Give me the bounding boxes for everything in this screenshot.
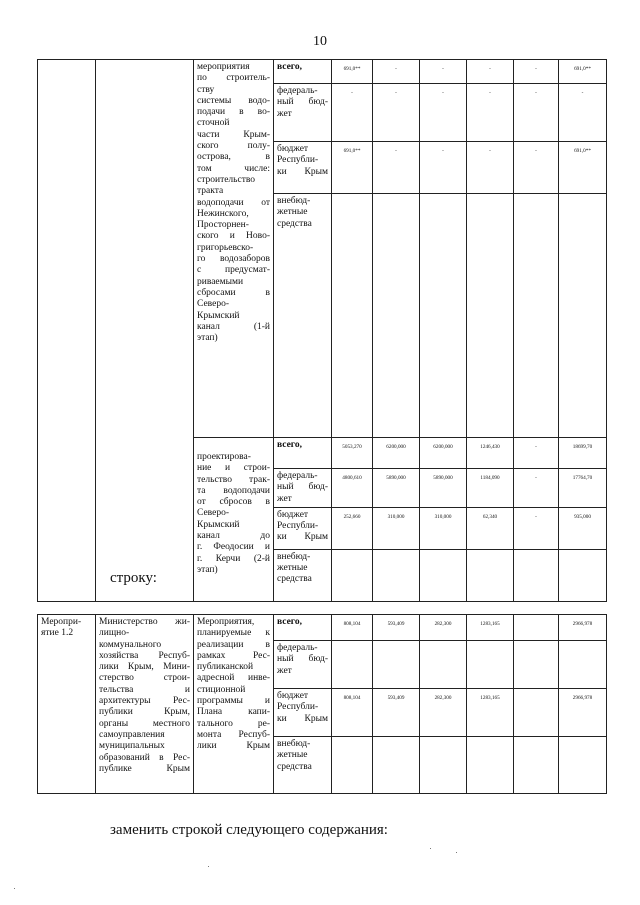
value-cell [373,469,420,508]
responsible-executor-line: органы местного [99,718,190,729]
value-text: 2966,978 [572,695,593,701]
funding-source-line: ки Крым [277,532,328,543]
value-cell [559,641,607,689]
value-text: - [442,148,444,154]
value-cell [332,549,373,601]
value-cell [559,84,607,142]
value-text: - [535,66,537,72]
value-cell [467,689,514,737]
value-cell [420,737,467,794]
funding-source-line: федераль- [277,643,318,653]
funding-source [274,737,332,794]
value-text: - [489,148,491,154]
value-cell [420,84,467,142]
value-text: - [581,90,584,96]
activity-description-line: стиционной [197,684,246,695]
value-cell [514,469,559,508]
activity-description-line: проектирова- [197,452,251,462]
activity-description-line: том числе: [197,163,270,174]
responsible-executor-line: тельства и [99,684,190,695]
value-cell [559,549,607,601]
value-cell [373,507,420,549]
funding-source-line: ки Крым [277,166,328,177]
activity-description-line: Северо- [197,508,229,519]
value-text: 62,340 [482,513,498,520]
funding-source [274,689,332,737]
value-text: - [535,90,537,96]
value-text: 593,409 [387,621,405,627]
funding-source-line: всего, [277,617,302,627]
value-text: - [351,90,353,96]
activity-description [194,60,274,438]
value-text: - [535,513,537,520]
activity-description-line: мероприятия [197,62,250,72]
activity-description-line: риваемыми [197,276,244,287]
value-cell [420,469,467,508]
value-cell [373,737,420,794]
value-cell [373,60,420,84]
value-text: 808,104 [343,621,361,627]
value-cell [467,84,514,142]
funding-source [274,84,332,142]
value-cell [514,689,559,737]
activity-description-line: планируемые к [197,628,270,639]
value-cell [420,60,467,84]
value-cell [559,689,607,737]
value-cell [559,469,607,508]
funding-source-line: федераль- [277,86,318,96]
value-cell [559,737,607,794]
activity-description-line: сточной [197,118,230,129]
table-row [38,615,607,641]
funding-source-line: внебюд- [277,551,311,562]
activity-description-line: тального ре- [197,718,270,729]
empty-cell [96,60,194,602]
value-cell [467,737,514,794]
value-text: 4800,610 [342,475,362,481]
funding-source [274,615,332,641]
activity-description-line: тельство трак- [197,474,270,485]
activity-description-line: водоподачи от [197,197,270,208]
value-cell [467,641,514,689]
value-text: 935,000 [574,513,591,520]
activity-description-line: Просторнен- [197,220,249,231]
funding-source-line: Республи- [277,521,319,532]
value-text: 691,0** [343,66,361,72]
value-text: - [442,66,444,72]
activity-description-line: канал (1-й [197,321,270,332]
funding-source-line: жетные [277,207,308,218]
activity-description-line: Мероприятия, [197,617,255,627]
value-text: - [535,148,537,154]
value-cell [420,615,467,641]
value-cell [467,194,514,438]
responsible-executor-line: архитектуры Рес- [99,696,190,707]
responsible-executor-line: коммунального [99,639,162,650]
value-cell [373,641,420,689]
value-text: 310,000 [387,513,405,520]
responsible-executor-line: публики Крым, [99,707,190,718]
value-cell [467,142,514,194]
funding-source-line: внебюд- [277,739,311,749]
value-text: 282,300 [434,621,452,627]
funding-source [274,194,332,438]
activity-description-line: ние и строи- [197,463,270,474]
value-text: 1283,165 [480,621,500,627]
funding-source [274,641,332,689]
funding-source-line: жет [277,493,292,504]
value-cell [514,737,559,794]
funding-source-line: всего, [277,440,302,450]
activity-description-line: г. Феодосии и [197,542,270,553]
value-cell [332,641,373,689]
activity-description-line: программы и [197,696,270,707]
activity-description [194,438,274,602]
activity-description-line: канал до [197,531,270,542]
value-cell [420,194,467,438]
value-cell [332,469,373,508]
value-text: 252,660 [343,513,361,520]
activity-description-line: лики Крым [197,741,270,752]
activity-description-line: тракта [197,186,224,197]
activity-description-line: публиканской [197,662,254,673]
value-text: - [535,444,537,450]
value-cell [373,615,420,641]
value-cell [514,615,559,641]
value-text: 593,409 [387,695,405,701]
activity-description-line: по строитель- [197,73,270,84]
value-cell [467,469,514,508]
activity-description-line: Нежинского, [197,208,249,219]
value-cell [467,60,514,84]
value-cell [332,507,373,549]
value-cell [559,194,607,438]
value-text: 310,000 [434,513,452,520]
value-text: - [442,90,444,96]
value-text: - [489,90,491,96]
activity-description-line: Плана капи- [197,707,270,718]
scan-speck [456,852,457,853]
activity-description-line: рамках Рес- [197,650,270,661]
funding-source-line: средства [277,574,312,585]
activity-description-line: ству [197,84,215,95]
value-text: - [395,90,397,96]
funding-source-line: бюджет [277,691,309,701]
activity-description-line: подачи в во- [197,107,270,118]
activity-id [38,615,96,794]
value-cell [373,194,420,438]
value-cell [332,438,373,469]
funding-source-line: внебюд- [277,196,311,206]
value-cell [420,549,467,601]
value-cell [332,615,373,641]
value-cell [559,438,607,469]
funding-source [274,469,332,508]
value-text: 5053,270 [342,444,362,450]
empty-cell [38,60,96,602]
value-text: 691,0** [574,66,591,72]
value-cell [514,194,559,438]
value-cell [420,438,467,469]
activity-description-line: этап) [197,333,218,344]
value-cell [559,60,607,84]
responsible-executor [96,615,194,794]
scan-speck [208,866,209,867]
value-text: 18699,70 [572,444,593,450]
value-text: 1283,165 [480,695,500,701]
value-cell [514,84,559,142]
activity-description-line: монта Респуб- [197,729,270,740]
value-text: 691,0** [343,148,361,154]
funding-source-line: жетные [277,750,308,761]
value-cell [467,438,514,469]
funding-source [274,438,332,469]
activity-description-line: реализации в [197,639,270,650]
activity-description-line: та водоподачи [197,485,270,496]
funding-source-line: бюджет [277,144,309,154]
funding-source-line: ки Крым [277,713,328,724]
value-cell [332,194,373,438]
funding-source [274,507,332,549]
value-text: 17764,70 [572,475,593,481]
value-cell [514,60,559,84]
value-text: - [489,66,491,72]
activity-description-line: адресной инве- [197,673,270,684]
value-cell [420,689,467,737]
funding-source-line: средства [277,218,312,229]
funding-source-line: Республи- [277,702,319,713]
funding-source [274,142,332,194]
activity-description-line: григорьевско- [197,242,254,253]
activity-description-line: ского полу- [197,141,270,152]
value-text: 5890,000 [433,475,453,481]
value-cell [332,60,373,84]
caption-stroku: строку: [110,570,157,586]
funding-source [274,549,332,601]
activity-description-line: с предусмат- [197,265,270,276]
value-cell [467,507,514,549]
value-text: 6200,000 [433,444,453,450]
activity-description-line: ского и Ново- [197,231,270,242]
value-cell [332,737,373,794]
value-text: 6200,000 [386,444,406,450]
activity-description-line: го водозаборов [197,254,270,265]
value-text: 1246,430 [480,444,500,450]
activity-description-line: г. Керчи (2-й [197,553,270,564]
funding-source [274,60,332,84]
value-cell [559,507,607,549]
activity-description-line: острова, в [197,152,270,163]
value-text: 5890,000 [386,475,406,481]
activity-description-line: Крымский [197,310,240,321]
activity-id-line: Меропри- [41,617,82,627]
value-text: 282,300 [434,695,452,701]
funding-source-line: всего, [277,62,302,72]
funding-source-line: ный бюд- [277,654,328,665]
value-text: 2966,978 [572,621,593,627]
value-cell [373,438,420,469]
funding-source-line: средства [277,761,312,772]
responsible-executor-line: Министерство жи- [99,617,190,627]
value-cell [332,689,373,737]
responsible-executor-line: лики Крым, Мини- [99,662,190,673]
activity-id-line: ятие 1.2 [41,628,74,639]
value-cell [514,438,559,469]
responsible-executor-line: муниципальных [99,741,165,752]
value-cell [332,84,373,142]
responsible-executor-line: лищно- [99,628,130,639]
responsible-executor-line: стерство строи- [99,673,190,684]
value-cell [373,142,420,194]
activity-description-line: системы водо- [197,95,270,106]
funding-source-line: федераль- [277,471,318,481]
funding-source-line: ный бюд- [277,97,328,108]
value-text: - [395,66,397,72]
funding-source-line: жетные [277,563,308,574]
caption-replace: заменить строкой следующего содержания: [110,822,388,838]
activity-description [194,615,274,794]
activity-description-line: от сбросов в [197,497,270,508]
value-cell [373,549,420,601]
activity-description-line: Крымский [197,519,240,530]
activity-description-line: части Крым- [197,129,270,140]
value-cell [467,615,514,641]
value-cell [514,641,559,689]
value-text: 1184,090 [480,475,500,481]
activity-description-line: строительство [197,174,256,185]
activity-description-line: этап) [197,564,218,575]
value-cell [559,142,607,194]
value-text: - [395,148,397,154]
funding-source-line: жет [277,665,292,676]
responsible-executor-line: хозяйства Респуб- [99,650,190,661]
value-cell [514,142,559,194]
value-cell [514,549,559,601]
value-text: - [535,475,537,481]
responsible-executor-line: самоуправления [99,729,165,740]
value-cell [467,549,514,601]
value-cell [373,689,420,737]
budget-table-top [37,59,607,602]
value-cell [420,142,467,194]
value-cell [373,84,420,142]
page-number: 10 [313,34,327,49]
value-text: 691,0** [574,148,591,154]
budget-table-bottom [37,614,607,794]
scan-speck [14,888,15,889]
funding-source-line: Республи- [277,155,319,166]
funding-source-line: ный бюд- [277,482,328,493]
responsible-executor-line: образований в Рес- [99,752,190,763]
table-row [38,60,607,84]
value-cell [332,142,373,194]
value-text: 808,104 [343,695,361,701]
funding-source-line: бюджет [277,509,309,520]
activity-description-line: сбросами в [197,287,270,298]
activity-description-line: Северо- [197,299,229,310]
value-cell [420,507,467,549]
value-cell [514,507,559,549]
scan-speck [430,848,431,849]
responsible-executor-line: публике Крым [99,763,190,774]
value-cell [420,641,467,689]
value-cell [559,615,607,641]
funding-source-line: жет [277,108,292,119]
